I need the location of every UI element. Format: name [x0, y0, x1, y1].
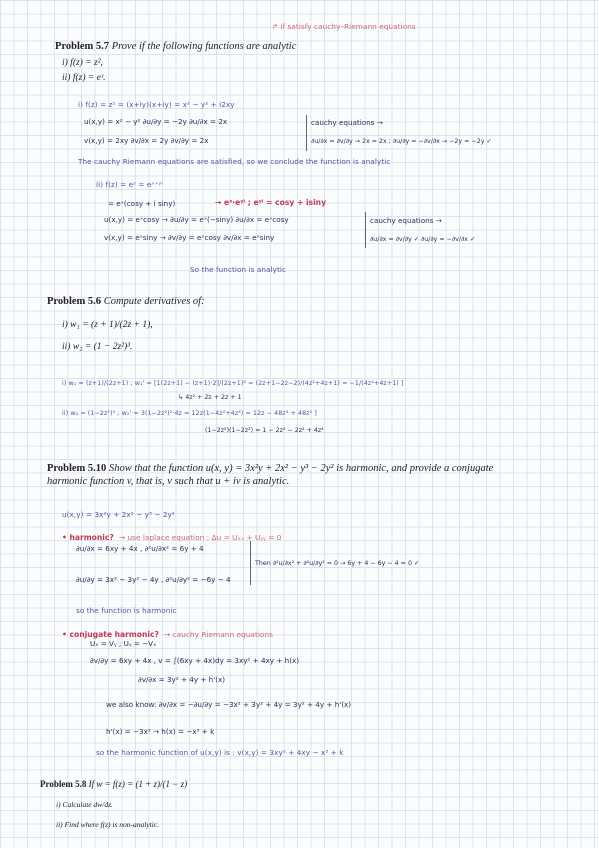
problem-5-7-item-ii: ii) f(z) = eᶻ. — [62, 73, 106, 83]
sol-5-6-line-1: i) w₁ = (z+1)/(2z+1) ; w₁' = [1(2z+1) − (z+1)·2]/(2z+1)² = (2z+1−2z−2)/(4z²+4z+1) = −1/(4z²+4z+1) ] — [62, 380, 404, 387]
sol-5-6-line-2: ii) w₂ = (1−2z²)³ ; w₂' = 3(1−2z²)²·4z = 12z(1−4z²+4z⁴) = 12z − 48z³ + 48z⁵ ] — [62, 410, 317, 417]
problem-5-8-item-i: i) Calculate dw/dz. — [56, 800, 113, 809]
sol-5-7-ii-line-1: ii) f(z) = eᶻ = eˣ⁺ʸⁱ — [96, 180, 163, 189]
problem-title: If w = f(z) = (1 + z)/(1 − z) — [88, 779, 188, 789]
problem-5-6-heading — [47, 296, 205, 307]
harmonic-label: • harmonic? — [62, 533, 114, 542]
sol-5-10-cr: Uₓ = Vᵧ ; Uᵧ = −Vₓ — [90, 639, 157, 648]
conjugate-method: → cauchy Riemann equations — [164, 630, 273, 639]
sol-5-10-ux: ∂u/∂x = 6xy + 4x , ∂²u/∂x² = 6y + 4 — [76, 544, 204, 553]
brace-divider-3 — [250, 541, 251, 585]
problem-label: Problem 5.7 — [55, 41, 110, 52]
sol-5-10-vx: ∂v/∂x = 3y² + 4y + h'(x) — [138, 675, 226, 684]
problem-label: Problem 5.6 — [47, 296, 102, 307]
sol-5-7-line-2: u(x,y) = x² − y² ∂u/∂y = −2y ∂u/∂x = 2x — [84, 117, 228, 126]
sol-5-6-line-2b: (1−2z²)(1−2z²) = 1 − 2z² − 2z² + 4z⁴ — [205, 427, 324, 434]
harmonic-question — [62, 525, 282, 544]
sol-5-7-ii-line-4: v(x,y) = eˣsiny → ∂v/∂y = eˣcosy ∂v/∂x = eˣsiny — [104, 233, 275, 242]
header-note: ↱ if satisfy cauchy–Riemann equations — [272, 22, 416, 31]
problem-5-6-item-i: i) w₁ = (z + 1)/(2z + 1), — [62, 320, 153, 330]
sol-5-10-v: ∂v/∂y = 6xy + 4x , v = ∫(6xy + 4x)dy = 3xy² + 4xy + h(x) — [90, 656, 300, 665]
cauchy-equations-1: ∂u/∂x = ∂v/∂y → 2x = 2x ; ∂u/∂y = −∂v/∂x → −2y = −2y ✓ — [311, 138, 492, 145]
sol-5-7-ii-conclusion: So the function is analytic — [190, 265, 287, 274]
problem-title: Show that the function u(x, y) = 3x²y + 2x² − y³ − 2y² is harmonic, and provide a conjugate harmonic function v, that is, v such that u + iv is analytic. — [47, 463, 494, 487]
problem-5-10-heading — [47, 462, 527, 488]
harmonic-method: → use laplace equation : Δu = Uₓₓ + Uᵧᵧ = 0 — [118, 533, 282, 542]
sol-5-10-conclusion: so the harmonic function of u(x,y) is : v(x,y) = 3xy² + 4xy − x³ + k — [96, 748, 344, 757]
problem-5-6-item-ii: ii) w₂ = (1 − 2z²)³. — [62, 342, 133, 352]
problem-label: Problem 5.10 — [47, 463, 107, 474]
problem-title: Compute derivatives of: — [103, 296, 205, 307]
problem-5-8-heading — [40, 779, 187, 789]
sol-5-7-conclusion: The cauchy Riemann equations are satisfied, so we conclude the function is analytic — [78, 157, 391, 166]
sol-5-7-ii-euler: → eˣ·eʸⁱ ; eʸⁱ = cosy + isiny — [215, 198, 327, 207]
sol-5-7-line-3: v(x,y) = 2xy ∂v/∂x = 2y ∂v/∂y = 2x — [84, 136, 209, 145]
sol-5-10-h: h'(x) = −3x² → h(x) = −x³ + k — [106, 727, 215, 736]
sol-5-6-line-1b: ↳ 4z² + 2z + 2z + 1 — [178, 394, 242, 401]
cauchy-equations-2: ∂u/∂x = ∂v/∂y ✓ ∂u/∂y = −∂v/∂x ✓ — [370, 236, 476, 243]
harmonic-conclusion: so the function is harmonic — [76, 606, 177, 615]
sol-5-7-line-1: i) f(z) = z² = (x+iy)(x+iy) = x² − y² + i2xy — [78, 100, 235, 109]
sol-5-10-uy: ∂u/∂y = 3x² − 3y² − 4y , ∂²u/∂y² = −6y − 4 — [76, 575, 231, 584]
problem-5-7-heading — [55, 41, 296, 52]
brace-divider — [306, 115, 307, 151]
problem-title: Prove if the following functions are analytic — [111, 41, 297, 52]
sol-5-10-u: u(x,y) = 3x²y + 2x² − y³ − 2y² — [62, 510, 175, 519]
sol-5-7-ii-line-2: = eˣ(cosy + i siny) — [108, 199, 176, 208]
problem-label: Problem 5.8 — [40, 779, 87, 789]
cauchy-label-2: cauchy equations → — [370, 216, 442, 225]
conjugate-label: • conjugate harmonic? — [62, 630, 159, 639]
problem-5-7-item-i: i) f(z) = z², — [62, 58, 103, 68]
problem-5-8-item-ii: ii) Find where f(z) is non-analytic. — [56, 820, 160, 829]
brace-divider-2 — [365, 212, 366, 248]
cauchy-label-1: cauchy equations → — [311, 118, 383, 127]
sol-5-10-also: we also know: ∂v/∂x = −∂u/∂y = −3x² + 3y² + 4y = 3y² + 4y + h'(x) — [106, 700, 352, 709]
laplace-result: Then ∂²u/∂x² + ∂²u/∂y² = 0 → 6y + 4 − 6y − 4 = 0 ✓ — [255, 560, 420, 567]
sol-5-7-ii-line-3: u(x,y) = eˣcosy → ∂u/∂y = eˣ(−siny) ∂u/∂x = eˣcosy — [104, 215, 289, 224]
